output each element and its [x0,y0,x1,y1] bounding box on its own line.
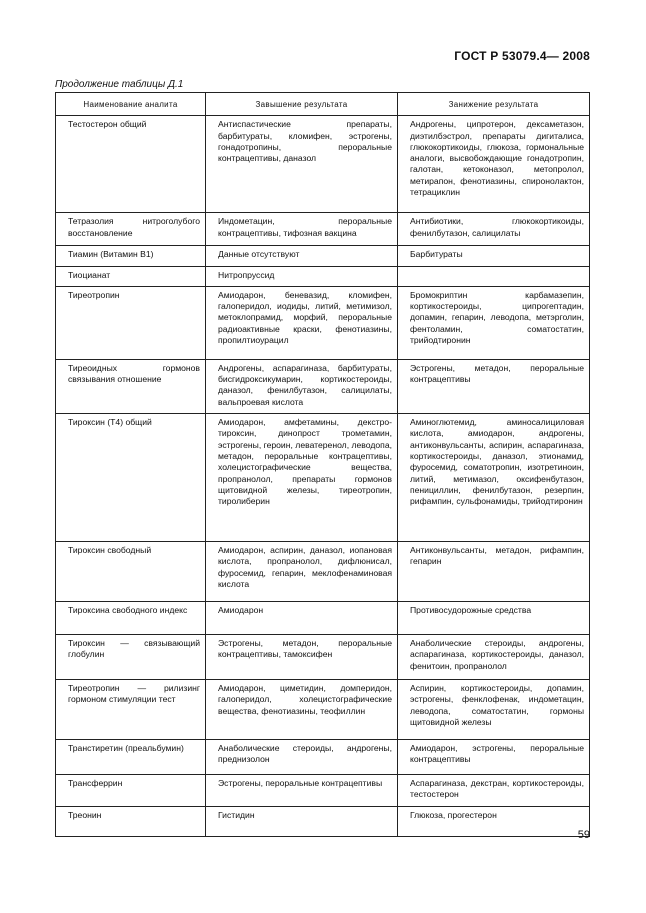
analyte-cell: Тиреотропин [56,286,206,359]
increase-cell: Амиодарон, беневазид, кломифен, галоперидол, иодиды, литий, метимизол, метоклопрамид, морфий, пероральные радиоактивные краски, фенотиазины, пропилтиоурацил [206,286,398,359]
table-row [56,414,590,542]
decrease-cell: Амиодарон, эстрогены, пероральные контрацептивы [398,740,590,775]
analyte-cell: Тироксин — связывающий глобулин [56,635,206,680]
analyte-cell: Транстиретин (преальбумин) [56,740,206,775]
increase-cell: Нитропруссид [206,266,398,286]
column-header-increase: Завышение результата [206,93,398,116]
analyte-cell: Тетразолия нитроголубого восстановление [56,213,206,246]
analyte-cell: Тиамин (Витамин В1) [56,246,206,266]
increase-cell: Амиодарон [206,602,398,635]
table-body [56,116,590,837]
increase-cell: Амиодарон, аспирин, даназол, иопановая кислота, пропранолол, дифлюнисал, фуросемид, гепарин, меклофенаминовая кислота [206,542,398,602]
table-row [56,775,590,807]
decrease-cell [398,266,590,286]
column-header-analyte: Наименование аналита [56,93,206,116]
increase-cell: Антиспастические препараты, барбитураты, кломифен, эстрогены, гонадотропины, пероральные контрацептивы, даназол [206,116,398,213]
table-row [56,807,590,837]
decrease-cell: Антиконвульсанты, метадон, рифампин, гепарин [398,542,590,602]
analyte-cell: Тироксин (Т4) общий [56,414,206,542]
analyte-cell: Треонин [56,807,206,837]
table-header-row [56,93,590,116]
decrease-cell: Глюкоза, прогестерон [398,807,590,837]
analyte-cell: Тиреотропин — рилизинг гормоном стимуляции тест [56,680,206,740]
table-row [56,542,590,602]
analyte-cell: Тиоцианат [56,266,206,286]
analyte-cell: Тестостерон общий [56,116,206,213]
table-row [56,359,590,413]
decrease-cell: Аспирин, кортикостероиды, допамин, эстрогены, фенклофенак, индометацин, леводопа, соматостатин, гормоны щитовидной железы [398,680,590,740]
analyte-cell: Тироксина свободного индекс [56,602,206,635]
increase-cell: Данные отсутствуют [206,246,398,266]
standard-header: ГОСТ Р 53079.4— 2008 [454,49,590,63]
decrease-cell: Анаболические стероиды, андрогены, аспарагиназа, кортикостероиды, даназол, фенитоин, пропранолол [398,635,590,680]
decrease-cell: Противосудорожные средства [398,602,590,635]
decrease-cell: Бромокриптин карбамазепин, кортикостероиды, ципрогептадин, допамин, гепарин, леводопа, метэрголин, фентоламин, соматостатин, трийодтиронин [398,286,590,359]
decrease-cell: Андрогены, ципротерон, дексаметазон, диэтилбэстрол, препараты дигиталиса, глюкокортикоиды, глюкоза, гормональные аналоги, высвобождающие гонадотропин, галотан, кетоконазол, метопролол, метирапон, фенотиазины, спиронолактон, тетрациклин [398,116,590,213]
increase-cell: Амиодарон, амфетамины, декстро-тироксин, динопрост трометамин, эстрогены, героин, леватеренол, леводопа, метадон, пероральные контрацептивы, холецистографические вещества, пропранолол, препараты гормонов щитовидной железы, тиреотропин, тиролиберин [206,414,398,542]
table-row [56,213,590,246]
column-header-decrease: Занижение результата [398,93,590,116]
increase-cell: Эстрогены, метадон, пероральные контрацептивы, тамоксифен [206,635,398,680]
table-row [56,246,590,266]
table-row [56,602,590,635]
decrease-cell: Аминоглютемид, аминосалициловая кислота, амиодарон, андрогены, антиконвульсанты, аспирин, аспарагиназа, кортикостероиды, даназол, этионамид, фуросемид, соматотропин, изотретиноин, литий, метимазол, оксифенбутазон, пенициллин, фенилбутазон, резерпин, рифампин, сульфонамиды, трийодтиронин [398,414,590,542]
table-row [56,635,590,680]
increase-cell: Эстрогены, пероральные контрацептивы [206,775,398,807]
increase-cell: Гистидин [206,807,398,837]
analyte-cell: Тироксин свободный [56,542,206,602]
analyte-cell: Тиреоидных гормонов связывания отношение [56,359,206,413]
interference-table [55,92,590,837]
decrease-cell: Антибиотики, глюкокортикоиды, фенилбутазон, салицилаты [398,213,590,246]
increase-cell: Анаболические стероиды, андрогены, преднизолон [206,740,398,775]
decrease-cell: Аспарагиназа, декстран, кортикостероиды, тестостерон [398,775,590,807]
table-caption: Продолжение таблицы Д.1 [55,79,184,90]
page-number: 59 [577,829,590,841]
increase-cell: Андрогены, аспарагиназа, барбитураты, бисгидроксикумарин, кортикостероиды, даназол, фенилбутазон, салицилаты, вальпроевая кислота [206,359,398,413]
table-row [56,680,590,740]
table-row [56,740,590,775]
increase-cell: Индометацин, пероральные контрацептивы, тифозная вакцина [206,213,398,246]
analyte-cell: Трансферрин [56,775,206,807]
table-row [56,266,590,286]
increase-cell: Амиодарон, циметидин, домперидон, галоперидол, холецистографические вещества, фенотиазины, теофиллин [206,680,398,740]
table-row [56,116,590,213]
decrease-cell: Эстрогены, метадон, пероральные контрацептивы [398,359,590,413]
decrease-cell: Барбитураты [398,246,590,266]
table-row [56,286,590,359]
